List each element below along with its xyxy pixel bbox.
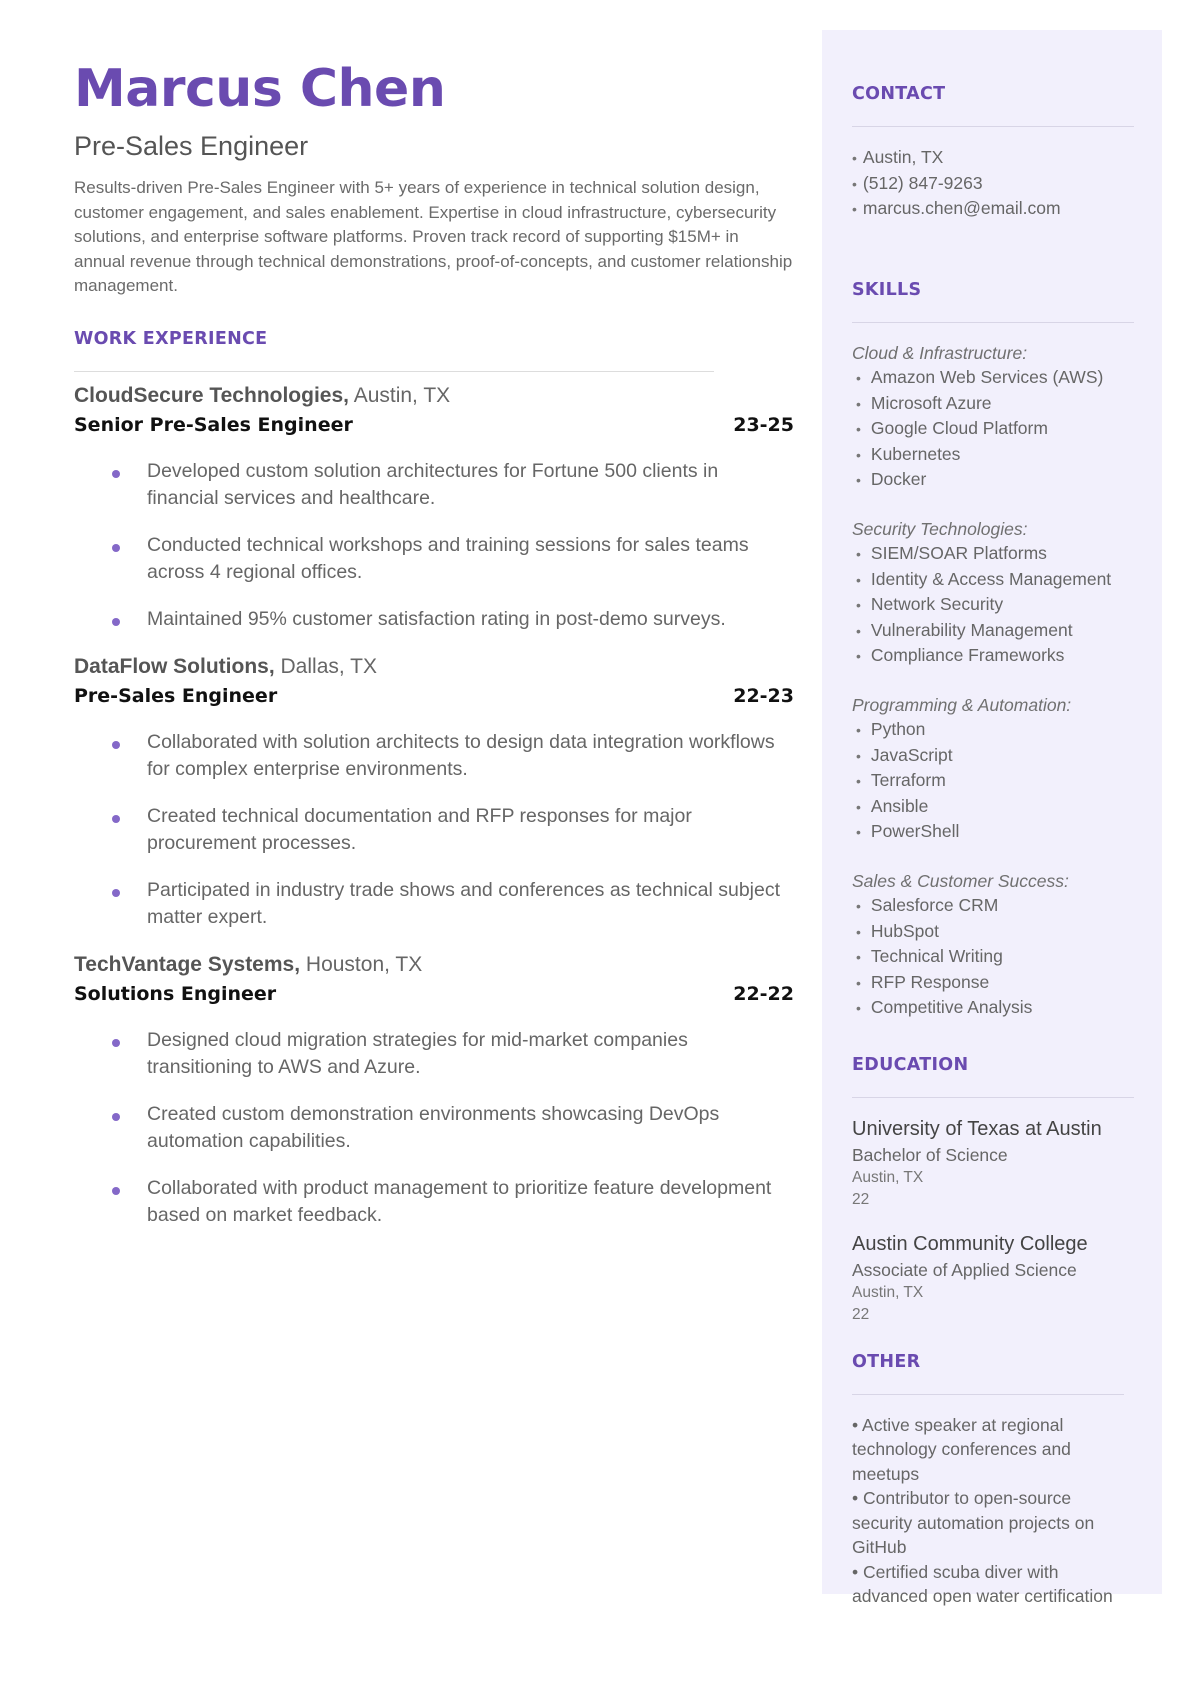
list-item [74,606,794,633]
job-role: Solutions Engineer [74,982,277,1005]
skill-category: Sales & Customer Success: [852,870,1069,891]
bullet-icon: • [856,446,861,463]
edu-location: Austin, TX [852,1283,924,1301]
bullet-icon: • [852,175,857,192]
other-item: • Contributor to open-source security automation projects on GitHub [852,1488,1095,1557]
job-bullets [74,1027,794,1229]
skill-text: Vulnerability Management [870,619,1073,640]
bullet-text: Developed custom solution architectures for Fortune 500 clients in financial services and healthcare. [147,459,719,509]
bullet-dot-icon [112,544,120,552]
bullet-icon: • [856,622,861,639]
section-divider [852,322,1134,323]
job-dates: 22-22 [733,982,794,1005]
job-role-line [74,683,794,709]
list-item [74,532,794,586]
contact-email [852,196,1134,222]
bullet-text: Created technical documentation and RFP responses for major procurement processes. [147,804,692,854]
bullet-icon: • [856,898,861,914]
bullet-dot-icon [112,889,120,897]
edu-degree: Bachelor of Science [852,1144,1008,1165]
work-experience-heading: WORK EXPERIENCE [74,328,268,349]
skill-text: Competitive Analysis [870,997,1033,1017]
skill-item [852,743,1134,769]
bullet-text: Collaborated with solution architects to design data integration workflows for complex enterprise environments. [147,730,775,780]
summary: Results-driven Pre-Sales Engineer with 5+ years of experience in technical solution design, customer engagement, and sales enablement. Expertise in cloud infrastructure, cybersecurity solutions, and enterprise software platforms. Proven track record of supporting $15M+ in annual revenue through technical demonstrations, proof-of-concepts, and customer relationship management. [74,178,793,295]
edu-school: University of Texas at Austin [852,1117,1102,1140]
contact-text: (512) 847-9263 [862,172,983,193]
education-section [852,1055,1134,1326]
list-item [74,1027,794,1081]
education-heading: EDUCATION [852,1054,969,1075]
bullet-dot-icon [112,1187,120,1195]
skill-text: Google Cloud Platform [870,418,1048,438]
bullet-icon: • [856,370,861,386]
job-location: Dallas, TX [280,654,377,678]
section-divider [852,1394,1124,1395]
job-role-line [74,981,794,1007]
bullet-dot-icon [112,1113,120,1121]
skill-text: PowerShell [870,821,960,841]
job-role: Pre-Sales Engineer [74,684,278,707]
skill-item [852,618,1134,644]
skill-category: Security Technologies: [852,518,1028,539]
bullet-dot-icon [112,470,120,478]
job-company-line [74,951,794,979]
contact-section [852,84,1134,222]
contact-phone [852,171,1134,197]
bullet-icon: • [856,1000,861,1016]
skill-item [852,768,1134,794]
skill-text: HubSpot [870,920,940,941]
job-role-line [74,412,794,438]
bullet-text: Conducted technical workshops and training sessions for sales teams across 4 regional offices. [147,533,749,583]
job-dates: 22-23 [733,684,794,707]
skill-item [852,970,1134,996]
bullet-dot-icon [112,1039,120,1047]
bullet-icon: • [852,201,857,217]
contact-heading: CONTACT [852,84,946,104]
bullet-icon: • [856,949,861,965]
skills-section [852,280,1134,1021]
edu-year: 22 [852,1190,870,1208]
bullet-text: Collaborated with product management to prioritize feature development based on market feedback. [147,1176,772,1226]
job-bullets [74,729,794,931]
bullet-icon: • [856,923,861,940]
skill-group [852,693,1134,845]
skill-text: Identity & Access Management [870,568,1112,589]
skill-text: Microsoft Azure [870,392,992,413]
skill-text: Python [870,719,926,739]
skill-item [852,467,1134,493]
bullet-icon: • [856,597,861,613]
list-item [74,803,794,857]
other-item: • Certified scuba diver with advanced open water certification [852,1561,1113,1606]
main-column [74,58,794,1249]
education-entry [852,1231,1134,1326]
skill-item [852,541,1134,567]
other-item: • Active speaker at regional technology conferences and meetups [852,1414,1071,1484]
job-company: TechVantage Systems, [74,952,301,976]
bullet-icon: • [856,571,861,588]
contact-location [852,145,1134,171]
job-entry [74,653,794,931]
bullet-icon: • [856,974,861,991]
skill-text: Salesforce CRM [870,895,999,915]
skill-text: JavaScript [870,744,953,765]
skill-item [852,592,1134,618]
bullet-icon: • [856,648,861,664]
bullet-text: Created custom demonstration environments showcasing DevOps automation capabilities. [147,1102,720,1152]
bullet-dot-icon [112,815,120,823]
skill-group [852,517,1134,669]
skill-text: Technical Writing [870,946,1003,966]
skill-text: SIEM/SOAR Platforms [870,543,1047,563]
list-item [74,1175,794,1229]
edu-year: 22 [852,1305,870,1323]
job-company: DataFlow Solutions, [74,654,275,678]
skill-item [852,944,1134,970]
skill-group [852,869,1134,1021]
skill-item [852,643,1134,669]
skills-heading: SKILLS [852,279,922,300]
skill-item [852,416,1134,442]
bullet-icon: • [856,722,861,738]
job-entry [74,951,794,1229]
job-company: CloudSecure Technologies, [74,383,349,407]
section-divider [74,371,714,372]
bullet-text: Participated in industry trade shows and conferences as technical subject matter expert. [147,878,781,928]
bullet-text: Designed cloud migration strategies for mid-market companies transitioning to AWS and Azure. [147,1028,688,1078]
job-location: Austin, TX [353,383,451,407]
job-company-line [74,382,794,410]
bullet-icon: • [856,546,861,562]
skill-text: Ansible [870,795,929,816]
skill-text: Amazon Web Services (AWS) [870,367,1104,387]
bullet-icon: • [856,395,861,412]
education-entry [852,1116,1134,1211]
skill-text: Kubernetes [870,443,961,464]
bullet-icon: • [852,150,857,166]
job-dates: 23-25 [733,413,794,436]
skill-item [852,995,1134,1021]
skill-item [852,893,1134,919]
section-divider [852,1097,1134,1098]
skill-item [852,794,1134,820]
job-entry [74,382,794,633]
bullet-icon: • [856,472,861,488]
skill-text: Network Security [870,594,1004,614]
bullet-icon: • [856,421,861,437]
skill-group [852,341,1134,493]
skill-text: Compliance Frameworks [870,645,1065,665]
other-section [852,1352,1134,1609]
edu-school: Austin Community College [852,1232,1088,1255]
bullet-text: Maintained 95% customer satisfaction rating in post-demo surveys. [147,607,726,630]
skill-text: Terraform [870,770,946,790]
skill-category: Cloud & Infrastructure: [852,342,1028,363]
job-company-line [74,653,794,681]
bullet-icon: • [856,798,861,815]
bullet-dot-icon [112,741,120,749]
job-location: Houston, TX [305,952,423,976]
section-divider [852,126,1134,127]
skill-item [852,819,1134,845]
skill-item [852,919,1134,945]
skill-item [852,717,1134,743]
list-item [74,458,794,512]
skill-item [852,442,1134,468]
list-item [74,1101,794,1155]
bullet-icon: • [856,824,861,840]
contact-text: Austin, TX [862,147,944,167]
bullet-dot-icon [112,618,120,626]
skill-item [852,365,1134,391]
other-heading: OTHER [852,1351,921,1372]
bullet-icon: • [856,773,861,789]
candidate-title: Pre-Sales Engineer [74,131,309,161]
sidebar [822,30,1162,1606]
list-item [74,877,794,931]
skill-item [852,391,1134,417]
job-bullets [74,458,794,633]
candidate-name: Marcus Chen [74,59,446,119]
skill-text: Docker [870,469,927,489]
skill-text: RFP Response [870,971,990,992]
edu-location: Austin, TX [852,1168,924,1186]
list-item [74,729,794,783]
bullet-icon: • [856,747,861,764]
job-role: Senior Pre-Sales Engineer [74,413,353,436]
edu-degree: Associate of Applied Science [852,1259,1077,1280]
skill-category: Programming & Automation: [852,694,1072,715]
contact-text: marcus.chen@email.com [862,198,1061,218]
skill-item [852,567,1134,593]
